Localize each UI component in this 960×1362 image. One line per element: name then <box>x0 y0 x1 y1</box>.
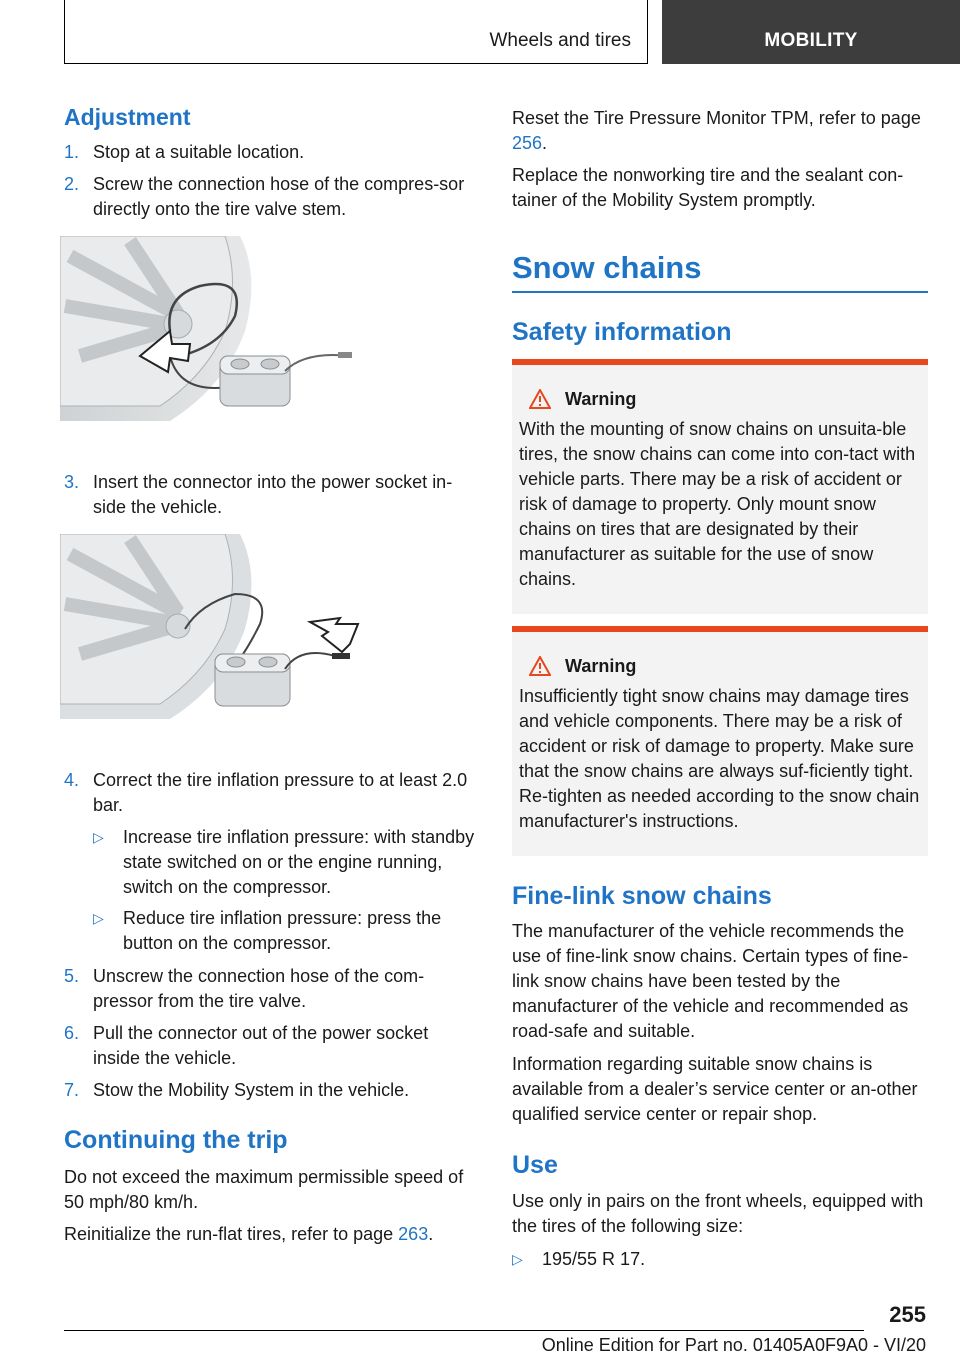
warning-box-1 <box>512 359 928 614</box>
step-number: 3. <box>64 472 80 492</box>
step-7 <box>64 1078 480 1103</box>
step-2 <box>64 172 476 222</box>
step-number: 4. <box>64 770 80 790</box>
adjustment-heading: Adjustment <box>64 104 191 130</box>
step-6 <box>64 1021 480 1071</box>
step-3 <box>64 470 480 520</box>
continuing-paragraph-2: Reinitialize the run-flat tires, refer to page 263. <box>64 1224 434 1244</box>
step-text: Unscrew the connection hose of the com-pressor from the tire valve. <box>93 966 425 1011</box>
triangle-bullet-icon: ▷ <box>93 829 104 845</box>
bullet-text: Increase tire inflation pressure: with standby state switched on or the engine running, switch on the compressor. <box>123 827 475 897</box>
step-number: 5. <box>64 966 80 986</box>
footer-edition: Online Edition for Part no. 01405A0F9A0 - VI/20 <box>541 1335 926 1355</box>
header-chapter-tab <box>662 0 960 64</box>
replace-paragraph: Replace the nonworking tire and the sealant con-tainer of the Mobility System promptly. <box>512 165 904 210</box>
step-text: Insert the connector into the power socket in-side the vehicle. <box>93 472 453 517</box>
step-text: Stop at a suitable location. <box>93 142 305 162</box>
use-paragraph: Use only in pairs on the front wheels, equipped with the tires of the following size: <box>512 1191 924 1236</box>
step-text: Pull the connector out of the power socket inside the vehicle. <box>93 1023 429 1068</box>
step-number: 2. <box>64 174 80 194</box>
bullet-text: 195/55 R 17. <box>542 1249 646 1269</box>
warning-triangle-icon <box>529 656 551 676</box>
chapter-title: MOBILITY <box>764 30 858 51</box>
section-title: Wheels and tires <box>489 30 631 51</box>
warning-title <box>519 654 921 678</box>
compressor-hose-illustration <box>60 236 360 421</box>
bullet-text: Reduce tire inflation pressure: press the button on the compressor. <box>123 908 442 953</box>
step-4-bullet-2 <box>93 906 480 956</box>
step-text: Screw the connection hose of the compres-sor directly onto the tire valve stem. <box>93 174 465 219</box>
continuing-paragraph-1: Do not exceed the maximum permissible speed of 50 mph/80 km/h. <box>64 1167 464 1212</box>
fine-link-heading: Fine-link snow chains <box>512 882 772 910</box>
step-1 <box>64 140 480 165</box>
safety-heading: Safety information <box>512 318 732 346</box>
warning-box-2 <box>512 626 928 856</box>
page-link-263[interactable]: 263 <box>398 1224 429 1244</box>
use-heading: Use <box>512 1151 558 1179</box>
step-5 <box>64 964 480 1014</box>
triangle-bullet-icon: ▷ <box>512 1251 523 1267</box>
step-text: Stow the Mobility System in the vehicle. <box>93 1080 410 1100</box>
step-4 <box>64 768 480 818</box>
warning-body: With the mounting of snow chains on unsuita-ble tires, the snow chains can come into con-tact with vehicle parts. There may be a risk of accident or risk of damage to property. Only mount snow chains on tires that are designated by their manufacturer as suitable for the use of snow chains. <box>519 419 916 589</box>
continuing-heading: Continuing the trip <box>64 1126 288 1154</box>
snow-chains-heading: Snow chains <box>512 250 702 285</box>
step-number: 1. <box>64 142 80 162</box>
step-number: 7. <box>64 1080 80 1100</box>
step-4-bullet-1 <box>93 825 480 900</box>
warning-title-text: Warning <box>565 656 637 676</box>
step-text: Correct the tire inflation pressure to at least 2.0 bar. <box>93 770 468 815</box>
fine-link-paragraph-1: The manufacturer of the vehicle recommends the use of fine-link snow chains. Certain types of fine-link snow chains have been tested by the manufacturer of the vehicle and recommended as road-safe and suitable. <box>512 921 909 1041</box>
footer-divider <box>64 1330 864 1331</box>
page-number: 255 <box>889 1302 926 1327</box>
tpm-paragraph: Reset the Tire Pressure Monitor TPM, refer to page 256. <box>512 108 921 153</box>
step-number: 6. <box>64 1023 80 1043</box>
warning-title-text: Warning <box>565 389 637 409</box>
use-bullet <box>512 1247 928 1272</box>
compressor-connector-illustration <box>60 534 360 719</box>
heading-underline <box>512 291 928 293</box>
triangle-bullet-icon: ▷ <box>93 910 104 926</box>
warning-body: Insufficiently tight snow chains may damage tires and vehicle components. There may be a risk of accident or risk of damage to property. Make sure that the snow chains are always suf-ficiently tight. Re-tighten as needed according to the snow chain manufacturer's instructions. <box>519 686 920 831</box>
header-section-tab <box>64 0 648 64</box>
fine-link-paragraph-2: Information regarding suitable snow chains is available from a dealer’s service center or an-other qualified service center or repair shop. <box>512 1054 918 1124</box>
warning-triangle-icon <box>529 389 551 409</box>
warning-title <box>519 387 921 411</box>
page-link-256[interactable]: 256 <box>512 133 543 153</box>
